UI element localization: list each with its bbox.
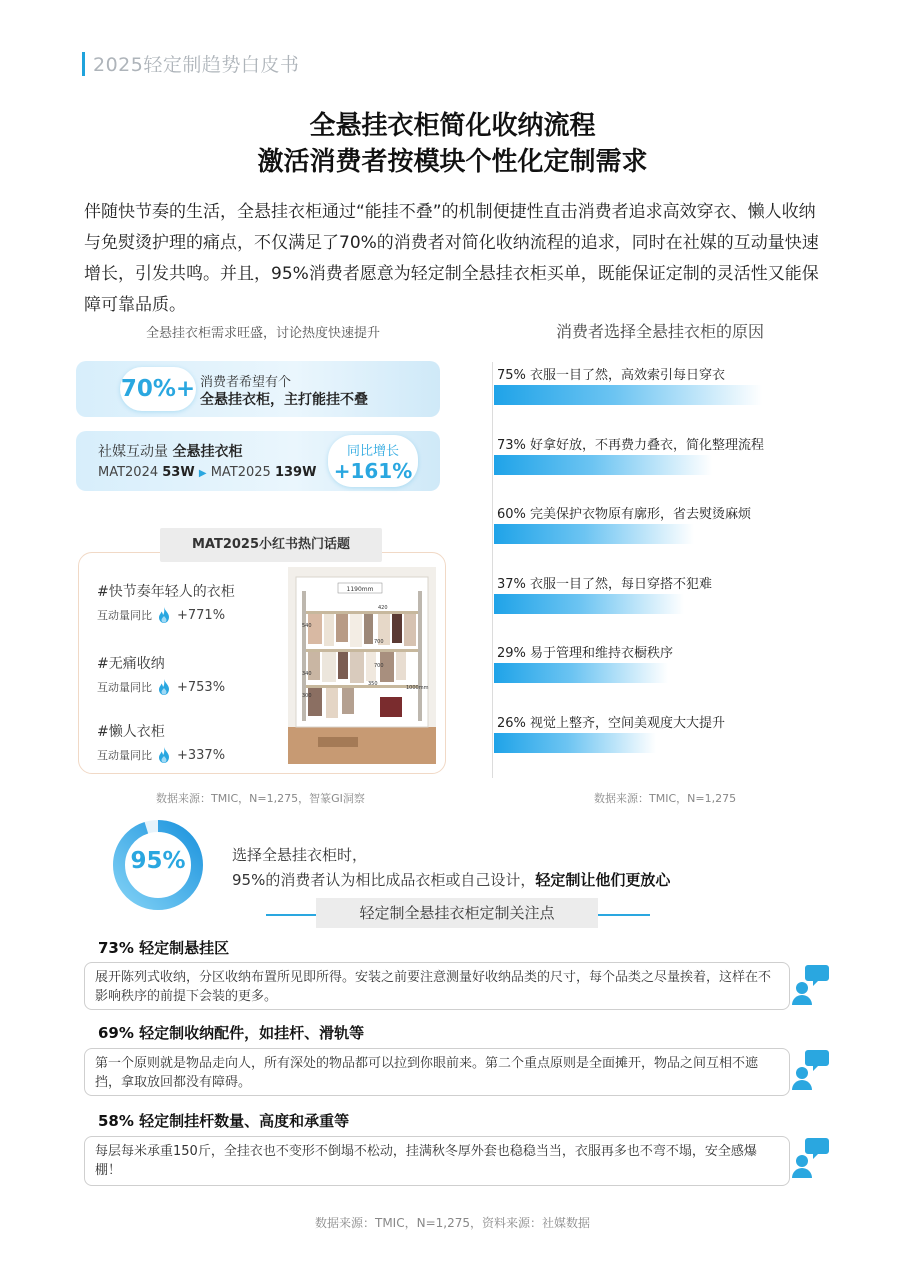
topic-2-growth: +753% bbox=[177, 679, 226, 695]
social-label-prefix: 社媒互动量 bbox=[98, 444, 168, 460]
right-source: 数据来源：TMIC，N=1,275 bbox=[594, 792, 737, 805]
social-label bbox=[98, 441, 242, 461]
wardrobe-photo bbox=[288, 567, 436, 764]
footer-source: 数据来源：TMIC，N=1,275，资料来源：社媒数据 bbox=[315, 1216, 590, 1230]
yoy-label: 同比增长 bbox=[346, 443, 399, 459]
bar bbox=[494, 524, 694, 544]
bar-label: 29% 易于管理和维持衣橱秩序 bbox=[497, 646, 674, 661]
left-panel-subtitle: 全悬挂衣柜需求旺盛，讨论热度快速提升 bbox=[145, 326, 380, 341]
stat-card-70 bbox=[76, 361, 440, 417]
topic-2-meta bbox=[97, 679, 225, 695]
photo-label: 700 bbox=[374, 663, 384, 669]
page-title-line2: 激活消费者按模块个性化定制需求 bbox=[257, 147, 648, 177]
topic-1-growth: +771% bbox=[177, 607, 226, 623]
topic-1-meta-label: 互动量同比 bbox=[97, 609, 152, 622]
photo-label: 1000mm bbox=[406, 685, 429, 691]
bar-label: 37% 衣服一目了然，每日穿搭不犯难 bbox=[497, 576, 713, 592]
photo-label: 420 bbox=[378, 605, 388, 611]
wardrobe-illustration bbox=[288, 567, 436, 764]
social-mat-values bbox=[98, 465, 316, 480]
person-chat-icon bbox=[790, 1136, 830, 1180]
photo-label: 540 bbox=[302, 623, 312, 629]
photo-label: 1190mm bbox=[346, 586, 374, 593]
topic-2-name: #无痛收纳 bbox=[97, 656, 165, 672]
topic-1-meta bbox=[97, 607, 225, 623]
bar-label: 75% 衣服一目了然，高效索引每日穿衣 bbox=[497, 368, 726, 383]
intro-paragraph: 伴随快节奏的生活，全悬挂衣柜通过“能挂不叠”的机制便捷性直击消费者追求高效穿衣、懒人收纳与免熨烫护理的痛点，不仅满足了70%的消费者对简化收纳流程的追求，同时在社媒的互动量快速增长，引发共鸣。并且，95%消费者愿意为轻定制全悬挂衣柜买单，既能保证定制的灵活性又能保障可靠品质。 bbox=[84, 202, 819, 315]
mat2025-value: 139W bbox=[274, 465, 317, 480]
social-label-bold: 全悬挂衣柜 bbox=[172, 444, 243, 460]
header-title: 2025轻定制趋势白皮书 bbox=[93, 54, 300, 76]
focus-title: 轻定制全悬挂衣柜定制关注点 bbox=[316, 898, 598, 928]
document-header bbox=[82, 50, 299, 77]
topic-3-meta-label: 互动量同比 bbox=[97, 749, 152, 762]
bar-label: 26% 视觉上整齐，空间美观度大大提升 bbox=[497, 715, 726, 731]
focus-item-1-text: 展开陈列式收纳，分区收纳布置所见即所得。安装之前要注意测量好收纳品类的尺寸，每个品类之尽量挨着，这样在不影响秩序的前提下会装的更多。 bbox=[84, 962, 790, 1010]
stat-70-line1: 消费者希望有个 bbox=[200, 375, 292, 390]
focus-item-3-head: 58% 轻定制挂杆数量、高度和承重等 bbox=[98, 1112, 350, 1130]
photo-label: 700 bbox=[374, 639, 384, 645]
mat2025-label: MAT2025 bbox=[210, 465, 271, 480]
yoy-value: +161% bbox=[333, 458, 413, 483]
person-chat-icon bbox=[790, 1048, 830, 1092]
fire-icon bbox=[158, 607, 170, 623]
stat-70-line2: 全悬挂衣柜，主打能挂不叠 bbox=[200, 392, 368, 408]
xhs-topics-box bbox=[78, 552, 446, 774]
bar bbox=[494, 594, 684, 614]
photo-label: 300 bbox=[302, 693, 312, 699]
header-accent-bar bbox=[82, 52, 85, 76]
bar bbox=[494, 455, 712, 475]
left-source: 数据来源：TMIC，N=1,275，智篆GI洞察 bbox=[156, 792, 365, 805]
photo-label: 350 bbox=[368, 681, 378, 687]
chart-axis-line bbox=[492, 362, 493, 778]
arrow-icon: ▶ bbox=[198, 468, 207, 479]
bar-label: 60% 完美保护衣物原有廓形，省去熨烫麻烦 bbox=[497, 507, 752, 522]
right-panel-subtitle: 消费者选择全悬挂衣柜的原因 bbox=[555, 322, 764, 341]
page-title-line1: 全悬挂衣柜简化收纳流程 bbox=[309, 111, 596, 141]
focus-line-left bbox=[266, 914, 316, 916]
topic-3-meta bbox=[97, 747, 225, 763]
focus-item-2-head: 69% 轻定制收纳配件，如挂杆、滑轨等 bbox=[98, 1024, 365, 1042]
person-chat-icon bbox=[790, 963, 830, 1007]
focus-item-1-head: 73% 轻定制悬挂区 bbox=[98, 939, 230, 957]
focus-item-3-text: 每层每米承重150斤，全挂衣也不变形不倒塌不松动，挂满秋冬厚外套也稳稳当当，衣服再多也不弯不塌，安全感爆棚！ bbox=[84, 1136, 790, 1186]
mat2024-value: 53W bbox=[162, 465, 195, 480]
ring-text-line2 bbox=[232, 869, 670, 890]
fire-icon bbox=[158, 679, 170, 695]
xhs-title: MAT2025小红书热门话题 bbox=[160, 528, 382, 562]
photo-label: 340 bbox=[302, 671, 312, 677]
ring-value: 95% bbox=[130, 848, 186, 874]
mat2024-label: MAT2024 bbox=[98, 465, 159, 480]
ring-text-line1: 选择全悬挂衣柜时， bbox=[232, 846, 368, 864]
bar bbox=[494, 385, 762, 405]
stat-card-social bbox=[76, 431, 440, 491]
stat-70-value: 70%+ bbox=[120, 367, 196, 411]
bar bbox=[494, 663, 668, 683]
topic-1-name: #快节奏年轻人的衣柜 bbox=[97, 584, 235, 600]
bar bbox=[494, 733, 656, 753]
topic-3-growth: +337% bbox=[177, 747, 226, 763]
focus-item-2-text: 第一个原则就是物品走向人，所有深处的物品都可以拉到你眼前来。第二个重点原则是全面摊开，物品之间互相不遮挡，拿取放回都没有障碍。 bbox=[84, 1048, 790, 1096]
topic-3-name: #懒人衣柜 bbox=[97, 724, 165, 740]
bar-label: 73% 好拿好放，不再费力叠衣，简化整理流程 bbox=[497, 437, 765, 453]
topic-2-meta-label: 互动量同比 bbox=[97, 681, 152, 694]
ring-text-normal: 95%的消费者认为相比成品衣柜或自己设计， bbox=[232, 871, 536, 889]
focus-line-right bbox=[598, 914, 650, 916]
yoy-pill bbox=[328, 435, 418, 487]
ring-text-bold: 轻定制让他们更放心 bbox=[535, 871, 671, 889]
fire-icon bbox=[158, 747, 170, 763]
